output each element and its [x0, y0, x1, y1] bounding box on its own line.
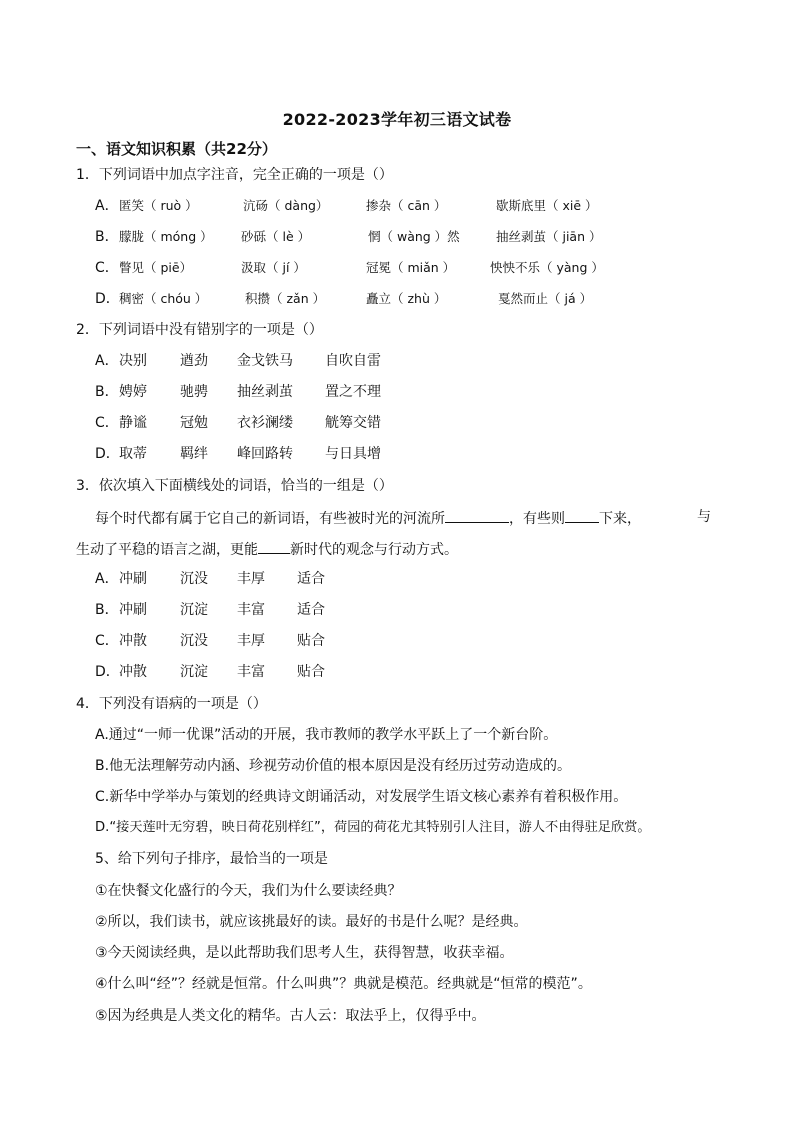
passage-text: 与: [697, 509, 711, 525]
q3-passage-line-1: [95, 508, 711, 528]
passage-text: 生动了平稳的语言之湖，更能: [76, 542, 258, 558]
q3-stem: 3．依次填入下面横线处的词语，恰当的一组是（）: [76, 478, 393, 494]
option-label: C．: [95, 633, 119, 649]
option-word: 贴合: [297, 633, 325, 649]
option-word: 驰骋: [180, 384, 208, 400]
q4-stem: 4．下列没有语病的一项是（）: [76, 696, 267, 712]
section-heading: 一、语文知识积累（共22分）: [76, 140, 277, 158]
passage-text: 新时代的观念与行动方式。: [290, 542, 458, 558]
passage-text: ，有些则: [509, 511, 565, 527]
option-word: 娉婷: [119, 384, 147, 400]
fill-blank-3[interactable]: [258, 539, 290, 554]
q4-option-b: B.他无法理解劳动内涵、珍视劳动价值的根本原因是没有经历过劳动造成的。: [95, 758, 572, 774]
option-word: 抽丝剥茧: [237, 384, 293, 400]
option-word: 砂砾（ lè ）: [241, 229, 311, 244]
option-word: 衣衫澜缕: [237, 415, 293, 431]
option-word: 丰富: [237, 602, 265, 618]
option-word: 取蒂: [119, 446, 147, 462]
passage-text: 每个时代都有属于它自己的新词语，有些被时光的河流所: [95, 511, 445, 527]
option-word: 觥筹交错: [325, 415, 381, 431]
option-word: 沉没: [180, 571, 208, 587]
option-label: B．: [95, 229, 119, 245]
option-word: 掺杂（ cān ）: [366, 198, 447, 213]
q5-sentence-3: ③今天阅读经典，是以此帮助我们思考人生，获得智慧，收获幸福。: [95, 945, 514, 961]
option-word: 冲散: [119, 633, 147, 649]
option-word: 适合: [297, 602, 325, 618]
option-word: 冠勉: [180, 415, 208, 431]
option-word: 稠密（ chóu ）: [119, 291, 208, 306]
option-word: 沉没: [180, 633, 208, 649]
option-word: 贴合: [297, 664, 325, 680]
option-label: B．: [95, 384, 119, 400]
q5-sentence-4: ④什么叫“经”？经就是恒常。什么叫典”？典就是模范。经典就是“恒常的模范”。: [95, 976, 592, 992]
option-label: A．: [95, 353, 119, 369]
option-word: 置之不理: [325, 384, 381, 400]
option-word: 羁绊: [180, 446, 208, 462]
option-word: 沉淀: [180, 602, 208, 618]
fill-blank-1[interactable]: [445, 508, 509, 523]
option-word: 瞥见（ piē）: [119, 260, 193, 275]
option-word: 矗立（ zhù ）: [366, 291, 447, 306]
option-word: 匿笑（ ruò ）: [119, 198, 198, 213]
option-label: D．: [95, 446, 120, 462]
option-word: 丰厚: [237, 571, 265, 587]
option-label: D．: [95, 291, 120, 307]
option-word: 丰富: [237, 664, 265, 680]
q4-option-c: C.新华中学举办与策划的经典诗文朗诵活动，对发展学生语文核心素养有着积极作用。: [95, 789, 628, 805]
q5-sentence-1: ①在快餐文化盛行的今天，我们为什么要读经典？: [95, 883, 402, 899]
fill-blank-2[interactable]: [565, 508, 599, 523]
option-word: 怏怏不乐（ yàng ）: [490, 260, 604, 275]
option-word: 歇斯底里（ xiē ）: [496, 198, 598, 213]
option-word: 冲刷: [119, 571, 147, 587]
q3-passage-line-2: [76, 539, 458, 559]
option-word: 朦胧（ móng ）: [119, 229, 213, 244]
q5-sentence-2: ②所以，我们读书，就应该挑最好的读。最好的书是什么呢？是经典。: [95, 914, 528, 930]
option-label: A．: [95, 571, 119, 587]
q1-stem: 1．下列词语中加点字注音，完全正确的一项是（）: [76, 167, 393, 183]
option-word: 金戈铁马: [237, 353, 293, 369]
option-word: 戛然而止（ já ）: [498, 291, 593, 306]
option-label: C．: [95, 415, 119, 431]
passage-text: 下来，: [599, 511, 641, 527]
option-word: 汲取（ jí ）: [241, 260, 306, 275]
option-word: 自吹自雷: [325, 353, 381, 369]
q4-option-a: A.通过“一师一优课”活动的开展，我市教师的教学水平跃上了一个新台阶。: [95, 727, 558, 743]
option-word: 静谧: [119, 415, 147, 431]
option-word: 冠冕（ miǎn ）: [366, 260, 456, 275]
option-word: 与日具增: [325, 446, 381, 462]
option-word: 丰厚: [237, 633, 265, 649]
option-word: 冲散: [119, 664, 147, 680]
option-word: 峰回路转: [237, 446, 293, 462]
q2-stem: 2．下列词语中没有错别字的一项是（）: [76, 322, 323, 338]
option-word: 惘（ wàng ）然: [368, 229, 460, 244]
q5-stem: 5、给下列句子排序，最恰当的一项是: [95, 851, 328, 867]
option-word: 遒劲: [180, 353, 208, 369]
option-label: A．: [95, 198, 119, 214]
option-word: 抽丝剥茧（ jiān ）: [496, 229, 602, 244]
option-word: 沉淀: [180, 664, 208, 680]
option-word: 沆砀（ dàng）: [243, 198, 329, 213]
q4-option-d: D.“接天莲叶无穷碧，映日荷花别样红”，荷园的荷花尤其特别引人注目，游人不由得驻足欣赏。: [95, 820, 651, 835]
option-word: 适合: [297, 571, 325, 587]
q5-sentence-5: ⑤因为经典是人类文化的精华。古人云：取法乎上，仅得乎中。: [95, 1008, 486, 1024]
option-word: 积攒（ zǎn ）: [245, 291, 326, 306]
option-label: B．: [95, 602, 119, 618]
option-word: 冲刷: [119, 602, 147, 618]
option-word: 决别: [119, 353, 147, 369]
page-title: 2022-2023学年初三语文试卷: [282, 110, 512, 129]
option-label: D．: [95, 664, 120, 680]
option-label: C．: [95, 260, 119, 276]
